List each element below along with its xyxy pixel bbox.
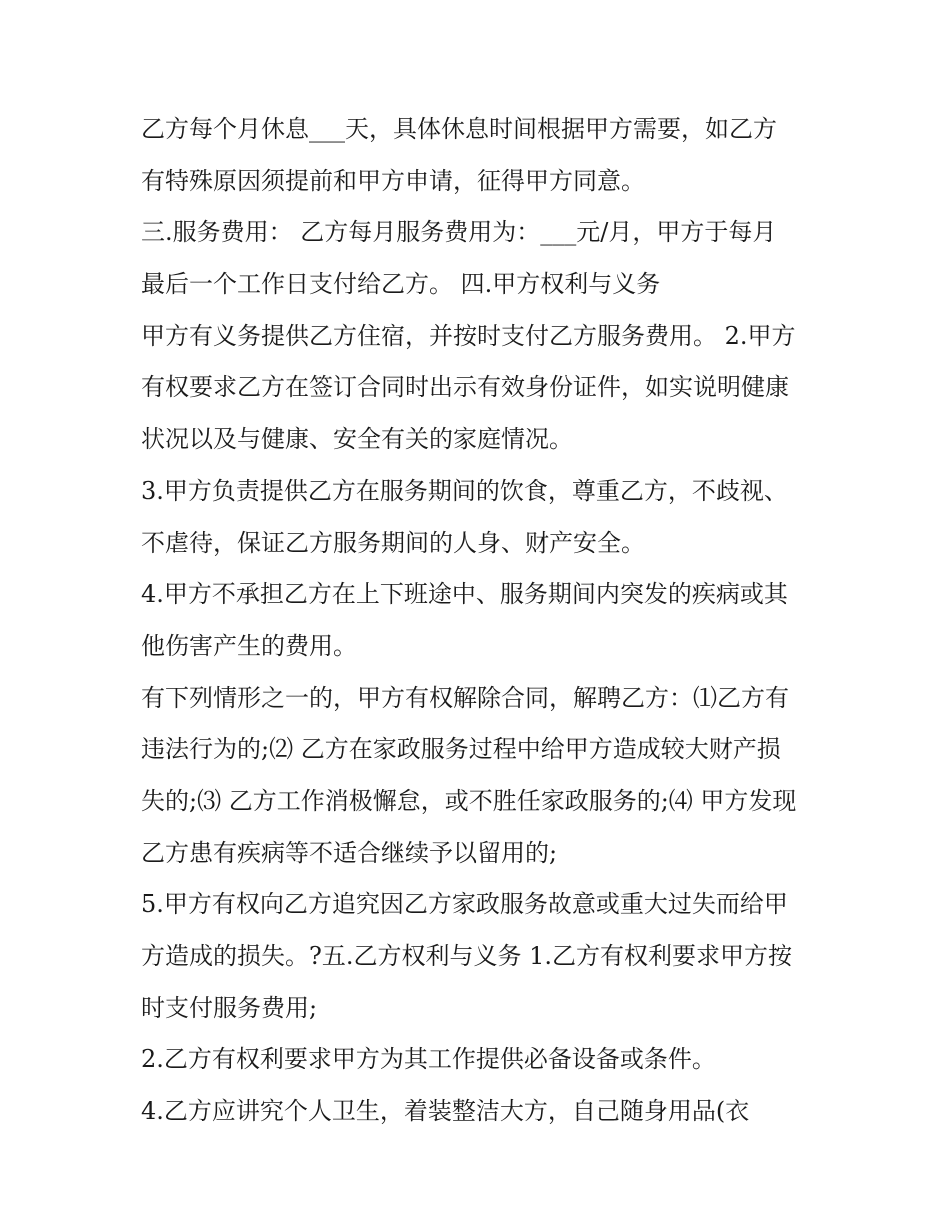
text-line: 最后一个工作日支付给乙方。 四.甲方权利与义务 [141, 270, 661, 299]
text-line: 违法行为的;⑵ 乙方在家政服务过程中给甲方造成较大财产损 [141, 735, 781, 764]
document-body [141, 104, 831, 1138]
text-line: 三.服务费用： 乙方每月服务费用为：___元/月，甲方于每月 [141, 218, 777, 247]
text-line: 4.乙方应讲究个人卫生，着装整洁大方，自己随身用品(衣 [141, 1097, 750, 1126]
text-line: 状况以及与健康、安全有关的家庭情况。 [141, 425, 573, 454]
text-line: 时支付服务费用; [141, 993, 318, 1022]
text-line: 他伤害产生的费用。 [141, 631, 357, 660]
text-line: 甲方有义务提供乙方住宿，并按时支付乙方服务费用。 2.甲方 [141, 321, 796, 350]
text-line: 失的;⑶ 乙方工作消极懈怠，或不胜任家政服务的;⑷ 甲方发现 [141, 786, 797, 815]
text-line: 不虐待，保证乙方服务期间的人身、财产安全。 [141, 528, 645, 557]
text-line: 有下列情形之一的，甲方有权解除合同，解聘乙方：⑴乙方有 [141, 683, 789, 712]
text-line: 5.甲方有权向乙方追究因乙方家政服务故意或重大过失而给甲 [141, 890, 788, 919]
text-line: 有特殊原因须提前和甲方申请，征得甲方同意。 [141, 166, 645, 195]
text-line: 有权要求乙方在签订合同时出示有效身份证件，如实说明健康 [141, 373, 789, 402]
text-line: 乙方患有疾病等不适合继续予以留用的; [141, 838, 558, 867]
text-line: 3.甲方负责提供乙方在服务期间的饮食，尊重乙方，不歧视、 [141, 476, 788, 505]
text-line: 4.甲方不承担乙方在上下班途中、服务期间内突发的疾病或其 [141, 580, 788, 609]
text-line: 方造成的损失。?五.乙方权利与义务 1.乙方有权利要求甲方按 [141, 942, 793, 970]
text-line: 2.乙方有权利要求甲方为其工作提供必备设备或条件。 [141, 1045, 716, 1074]
text-line: 乙方每个月休息___天，具体休息时间根据甲方需要，如乙方 [141, 115, 777, 143]
